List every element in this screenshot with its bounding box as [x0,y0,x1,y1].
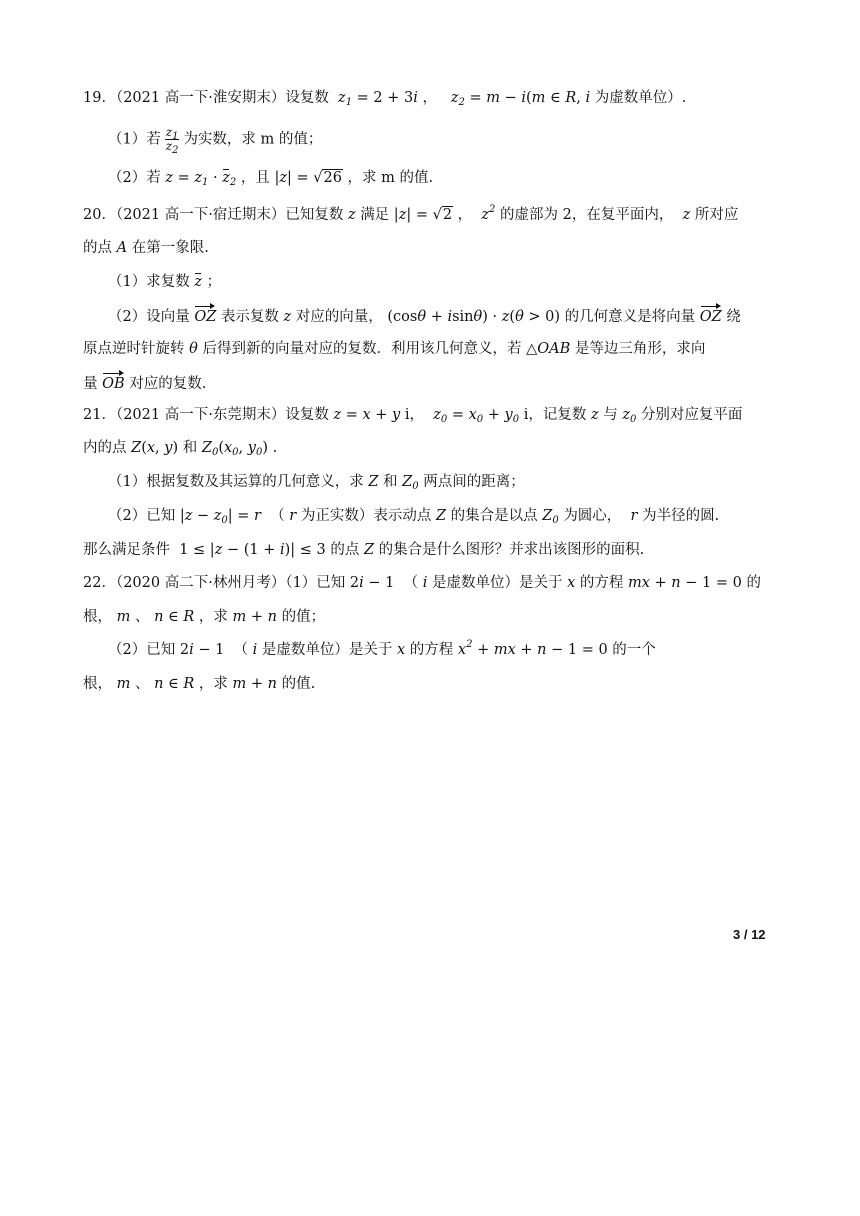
math-expression: Z [435,508,447,524]
math-expression: OB [102,372,125,394]
math-z2: $z_2 = m - i(m$ ∈ R, i [450,90,591,108]
math-expression: OZ [194,305,216,327]
question-20-stem: 20．（2021 高一下·宿迁期末）已知复数 z 满足 |z| = √2 ， $z^2$ 的虚部为 2，在复平面内， z 所对应 [83,204,739,223]
math-expression: Z(x, y) [131,440,179,456]
math-modulus: |z| = √26 [274,170,342,186]
math-expression: r [289,508,297,524]
math-expression: Z [368,474,379,490]
question-19-part-2: （2）若 $z = z_1 \cdot z_2$ ，且 |z| = √26 ，求 m 的值. [108,170,434,188]
math-expression: x [397,642,406,658]
question-source: （2021 高一下·宿迁期末） [115,207,286,223]
page-number: 3 / 12 [733,927,766,942]
math-expression: (cosθ + isinθ) · z(θ > 0) [387,309,561,325]
math-expression: n ∈ R [154,609,195,625]
math-expression: z [194,274,202,290]
math-fraction-z1-over-z2: $\frac{z_1}{z_2}$ [165,125,179,156]
math-expression: √26 [313,170,342,186]
math-expression: m [116,609,131,625]
question-number: 21． [83,407,116,423]
math-expression: z = x + y [333,407,401,423]
question-number: 20． [83,207,116,223]
math-expression: OZ [700,305,722,327]
math-expression: m + n [232,609,277,625]
question-20-part-1: （1）求复数 z ； [108,274,222,290]
math-z1: $z_1 = 2 + 3i$ [338,90,418,108]
question-19-part-1: （1）若 $\frac{z_1}{z_2}$ 为实数，求 m 的值； [108,125,323,156]
question-22-part-2: （2）已知 2i − 1 （ i 是虚数单位）是关于 x 的方程 $x^2$ + mx + n − 1 = 0 的一个 [108,639,656,658]
question-source: （2021 高一下·东莞期末） [115,407,286,423]
math-expression: z [682,207,691,223]
question-19-stem: 19．（2021 高一下·淮安期末）设复数 $z_1 = 2 + 3i$ ， $z_2 = m - i(m$ ∈ R, i 为虚数单位）. [83,90,687,108]
math-expression: $Z_0$ [542,508,559,526]
math-expression: $Z_0$ [402,474,419,492]
math-expression: r [630,508,638,524]
math-expression: θ [189,341,198,357]
question-number: 22． [83,575,116,591]
question-number: 19． [83,90,116,106]
math-expression: $|z - z_0| = r$ [179,508,261,526]
question-source: （2020 高二下·林州月考） [115,575,286,591]
question-21-stem: 21．（2021 高一下·东莞期末）设复数 z = x + y i， $z_0 = x_0 + y_0$ i，记复数 z 与 $z_0$ 分别对应复平面 [83,407,743,425]
question-22-part-1-cont: 根， m 、 n ∈ R ，求 m + n 的值； [83,609,326,625]
math-expression: z [590,407,599,423]
question-source: （2021 高一下·淮安期末） [115,90,286,106]
math-expression: z [347,207,356,223]
math-expression: z [222,170,230,186]
question-21-stem-cont: 内的点 Z(x, y) 和 $Z_0(x_0$, $y_0$) . [83,440,278,458]
question-20-part-2-end: 量 OB 对应的复数. [83,372,783,394]
math-expression: z [283,309,292,325]
math-expression: m + n [232,676,277,692]
math-z-product: $z = z_1 \cdot z_2$ [165,170,237,188]
math-expression: $z^2$ [481,204,496,223]
math-expression: n ∈ R [154,676,195,692]
question-22-part-2-cont: 根， m 、 n ∈ R ，求 m + n 的值. [83,676,316,692]
question-21-part-1: （1）根据复数及其运算的几何意义，求 Z 和 $Z_0$ 两点间的距离； [108,474,525,492]
math-expression: x [567,575,576,591]
math-expression: $x^2$ + mx + n − 1 = 0 [457,639,608,658]
question-20-part-2: （2）设向量 OZ 表示复数 z 对应的向量， (cosθ + isinθ) · z(θ > 0) 的几何意义是将向量 OZ 绕 [108,305,783,327]
math-expression: 2i − 1 [349,575,395,591]
question-22-part-1: 22．（2020 高二下·林州月考）（1）已知 2i − 1 （ i 是虚数单位）是关于 x 的方程 mx + n − 1 = 0 的 [83,575,761,591]
math-expression: △OAB [526,341,571,357]
math-expression: $Z_0(x_0$, $y_0$) [201,440,269,458]
math-expression: √2 [432,207,453,223]
math-expression: mx + n − 1 = 0 [627,575,742,591]
math-expression: A [116,240,128,256]
math-expression: 1 ≤ |z − (1 + i)| ≤ 3 [179,542,326,558]
math-expression: $z_0$ [622,407,637,425]
math-expression: i [422,575,428,591]
question-21-part-2: （2）已知 $|z - z_0| = r$ （ r 为正实数）表示动点 Z 的集合是以点 $Z_0$ 为圆心， r 为半径的圆. [108,508,720,526]
math-expression: m [116,676,131,692]
math-expression: Z [363,542,375,558]
math-expression: |z| = √2 [393,207,453,223]
question-20-part-2-cont: 原点逆时针旋转 θ 后得到新的向量对应的复数．利用该几何意义，若 △OAB 是等边三角形，求向 [83,341,706,357]
math-expression: $z_0 = x_0 + y_0$ [433,407,520,425]
question-20-stem-cont: 的点 A 在第一象限. [83,240,209,256]
math-expression: i [252,642,258,658]
question-21-part-2-cont: 那么满足条件 1 ≤ |z − (1 + i)| ≤ 3 的点 Z 的集合是什么图形？并求出该图形的面积. [83,542,645,558]
math-expression: 2i − 1 [179,642,225,658]
